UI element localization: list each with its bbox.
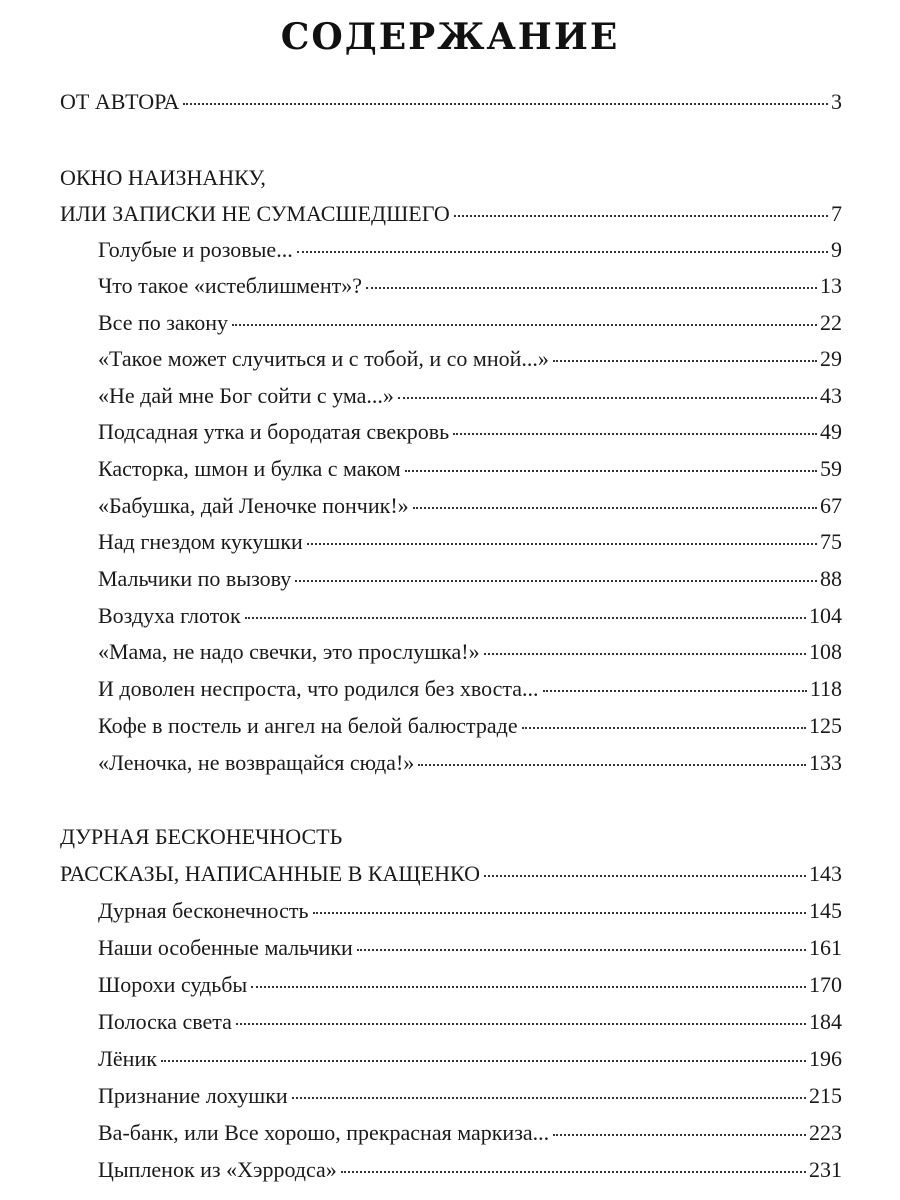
dot-leader [232,324,817,326]
dot-leader [341,1171,806,1173]
entry-label: Подсадная утка и бородатая свекровь [98,419,450,444]
entry-label: ОТ АВТОРА [60,89,180,114]
dot-leader [484,875,806,877]
entry-page-number: 118 [809,676,842,701]
entry-page-number: 108 [809,639,842,664]
toc-entry [98,1045,842,1073]
entry-label: Полоска света [98,1009,232,1034]
toc-entry-part-one [60,200,842,228]
toc-entry [98,345,842,373]
toc-entry [98,418,842,446]
entry-label: Мальчики по вызову [98,566,292,591]
toc-entry [98,1008,842,1036]
entry-label: Что такое «истеблишмент»? [98,273,362,298]
dot-leader [418,764,806,766]
entry-page-number: 3 [831,89,842,114]
toc-entry [98,712,842,740]
entry-page-number: 196 [809,1046,842,1071]
toc-entry [98,236,842,264]
entry-label: Касторка, шмон и булка с маком [98,456,401,481]
entry-label: «Бабушка, дай Леночке пончик!» [98,493,409,518]
dot-leader [236,1023,806,1025]
toc-entry [98,309,842,337]
dot-leader [313,912,806,914]
dot-leader [297,251,828,253]
entry-label: «Такое может случиться и с тобой, и со мной...» [98,346,549,371]
dot-leader [161,1060,806,1062]
dot-leader [543,690,807,692]
entry-page-number: 75 [820,529,842,554]
entry-page-number: 133 [809,750,842,775]
entry-label: Кофе в постель и ангел на белой балюстраде [98,713,518,738]
entry-page-number: 145 [809,898,842,923]
toc-entry [98,272,842,300]
entry-label: Наши особенные мальчики [98,935,353,960]
entry-label: Лёник [98,1046,157,1071]
entry-label: Шорохи судьбы [98,972,248,997]
dot-leader [251,986,806,988]
dot-leader [453,433,817,435]
toc-entry [98,602,842,630]
dot-leader [183,103,828,105]
entry-page-number: 29 [820,346,842,371]
entry-page-number: 143 [809,861,842,886]
entry-label: «Леночка, не возвращайся сюда!» [98,750,415,775]
entry-label: РАССКАЗЫ, НАПИСАННЫЕ В КАЩЕНКО [60,861,480,886]
dot-leader [245,617,806,619]
toc-entry [98,897,842,925]
dot-leader [295,580,817,582]
entry-label: Воздуха глоток [98,603,241,628]
toc-entry [98,934,842,962]
entry-label: Голубые и розовые... [98,237,293,262]
toc-entry [98,382,842,410]
entry-page-number: 215 [809,1083,842,1108]
dot-leader [357,949,806,951]
dot-leader [484,653,806,655]
entry-label: Все по закону [98,310,229,335]
toc-entry [98,1119,842,1147]
entry-page-number: 161 [809,935,842,960]
entry-label: «Не дай мне Бог сойти с ума...» [98,383,394,408]
entry-page-number: 104 [809,603,842,628]
entry-page-number: 22 [820,310,842,335]
entry-label: Дурная бесконечность [98,898,309,923]
toc-entry-part-two [60,860,842,888]
toc-entry [98,492,842,520]
toc-entry [98,528,842,556]
dot-leader [405,470,817,472]
entry-page-number: 59 [820,456,842,481]
entry-page-number: 13 [820,273,842,298]
dot-leader [366,287,817,289]
entry-page-number: 170 [809,972,842,997]
dot-leader [413,507,817,509]
part-heading-line: ДУРНАЯ БЕСКОНЕЧНОСТЬ [60,824,343,849]
toc-entry [98,455,842,483]
entry-label: И доволен неспроста, что родился без хвоста... [98,676,539,701]
entry-page-number: 231 [809,1157,842,1182]
entry-label: Над гнездом кукушки [98,529,303,554]
dot-leader [553,360,817,362]
entry-label: Ва-банк, или Все хорошо, прекрасная маркиза... [98,1120,550,1145]
toc-entry [98,675,842,703]
part-heading-line: ОКНО НАИЗНАНКУ, [60,165,266,190]
entry-page-number: 88 [820,566,842,591]
dot-leader [398,397,817,399]
entry-label: Цыпленок из «Хэрродса» [98,1157,337,1182]
toc-entry-from-author [60,88,842,116]
entry-page-number: 49 [820,419,842,444]
toc-entry [98,1082,842,1110]
toc-entry [98,971,842,999]
entry-page-number: 125 [809,713,842,738]
toc-entry [98,565,842,593]
entry-page-number: 67 [820,493,842,518]
entry-page-number: 7 [831,201,842,226]
entry-page-number: 184 [809,1009,842,1034]
toc-entry [98,749,842,777]
entry-page-number: 9 [831,237,842,262]
dot-leader [454,215,828,217]
entry-page-number: 223 [809,1120,842,1145]
page-title: СОДЕРЖАНИЕ [280,16,620,58]
toc-entry [98,638,842,666]
toc-entry [98,1156,842,1184]
dot-leader [553,1134,806,1136]
dot-leader [522,727,806,729]
dot-leader [292,1097,806,1099]
dot-leader [307,543,817,545]
entry-label: ИЛИ ЗАПИСКИ НЕ СУМАСШЕДШЕГО [60,201,450,226]
entry-label: «Мама, не надо свечки, это прослушка!» [98,639,480,664]
entry-page-number: 43 [820,383,842,408]
entry-label: Признание лохушки [98,1083,288,1108]
